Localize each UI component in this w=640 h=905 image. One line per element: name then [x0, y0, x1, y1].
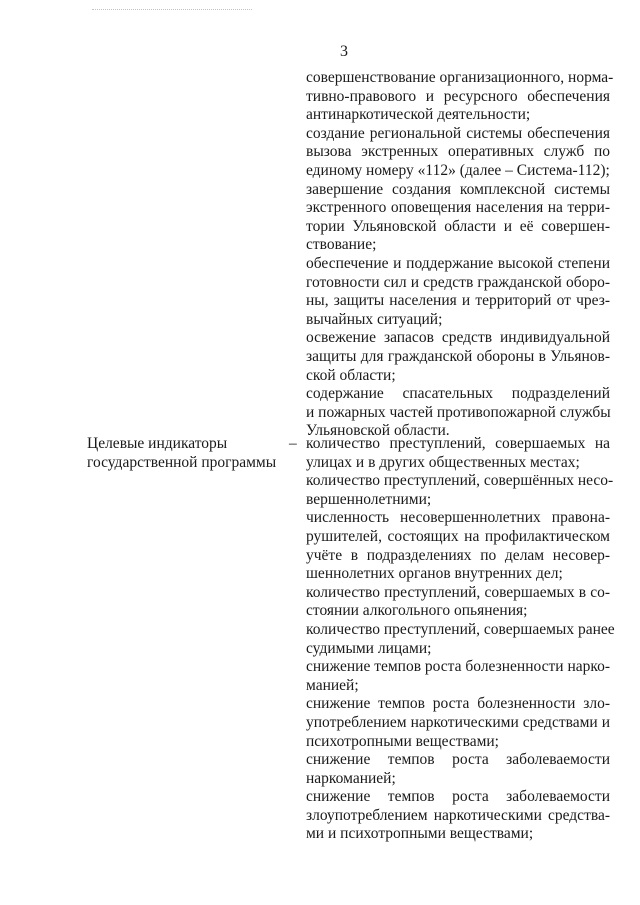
- text-line: ны, защиты населения и территорий от чрез-: [306, 292, 610, 310]
- text-line: снижение темпов роста болезненности нарко-: [306, 658, 611, 676]
- indicator-item: [306, 584, 610, 621]
- goal-item: [306, 385, 610, 441]
- indicator-item: [306, 620, 615, 658]
- indicator-item: [306, 509, 610, 583]
- indicator-item: [306, 788, 610, 844]
- text-line: количество преступлений, совершаемых ранее: [306, 620, 615, 638]
- goal-item: [306, 125, 610, 181]
- indicator-item: [306, 472, 614, 509]
- text-line: обеспечение и поддержание высокой степени: [306, 254, 610, 272]
- text-line: судимыми лицами;: [306, 639, 432, 657]
- text-line: шеннолетних органов внутренних дел;: [306, 565, 563, 583]
- text-line: тивно-правового и ресурсного обеспечения: [306, 87, 610, 105]
- text-line: антинаркотической деятельности;: [306, 106, 531, 124]
- text-line: улицах и в других общественных местах;: [306, 453, 580, 471]
- text-line: экстренного оповещения населения на терри-: [306, 199, 610, 217]
- label-dash: –: [289, 435, 297, 452]
- text-line: ской области;: [306, 366, 396, 384]
- goal-item: [306, 255, 610, 329]
- indicator-item: [306, 658, 610, 695]
- target-indicators-label: [87, 435, 287, 472]
- text-line: учёте в подразделениях по делам несовер-: [306, 546, 610, 564]
- target-indicators-list: [306, 435, 615, 844]
- text-line: количество преступлений, совершаемых в со-: [306, 583, 610, 601]
- text-line: тории Ульяновской области и её совершен-: [306, 217, 610, 235]
- text-line: снижение темпов роста заболеваемости: [306, 751, 610, 769]
- text-line: освежение запасов средств индивидуальной: [306, 329, 610, 347]
- text-line: злоупотреблением наркотическими средства-: [306, 806, 610, 824]
- goal-item: [306, 181, 610, 255]
- scan-artifact: [92, 9, 252, 14]
- text-line: снижение темпов роста болезненности зло-: [306, 695, 610, 713]
- text-line: рушителей, состоящих на профилактическом: [306, 527, 610, 545]
- text-line: и пожарных частей противопожарной службы: [306, 403, 611, 421]
- text-line: Ульяновской области.: [306, 422, 450, 440]
- text-line: вершеннолетними;: [306, 490, 432, 508]
- text-line: вычайных ситуаций;: [306, 310, 443, 328]
- label-line: государственной программы: [87, 453, 277, 471]
- goal-item: [306, 69, 614, 125]
- text-line: манией;: [306, 676, 359, 694]
- text-line: совершенствование организационного, норма-: [306, 69, 614, 86]
- text-line: наркоманией;: [306, 769, 396, 787]
- indicator-item: [306, 435, 610, 472]
- label-line: Целевые индикаторы: [87, 435, 228, 452]
- text-line: готовности сил и средств гражданской оборо-: [306, 273, 610, 291]
- goal-item: [306, 329, 610, 385]
- indicator-item: [306, 751, 610, 788]
- text-line: снижение темпов роста заболеваемости: [306, 788, 610, 806]
- text-line: численность несовершеннолетних правона-: [306, 509, 610, 527]
- text-line: употреблением наркотическими средствами и: [306, 713, 610, 731]
- text-line: завершение создания комплексной системы: [306, 180, 610, 198]
- text-line: количество преступлений, совершаемых на: [306, 435, 610, 452]
- text-line: ми и психотропными веществами;: [306, 825, 534, 843]
- text-line: психотропными веществами;: [306, 732, 499, 750]
- page-number: 3: [340, 43, 348, 60]
- goals-continuation-list: [306, 69, 614, 441]
- text-line: создание региональной системы обеспечения: [306, 124, 610, 142]
- text-line: вызова экстренных оперативных служб по: [306, 143, 610, 161]
- text-line: защиты для гражданской обороны в Ульянов-: [306, 347, 610, 365]
- text-line: ствование;: [306, 236, 377, 254]
- text-line: количество преступлений, совершённых несо-: [306, 472, 614, 490]
- text-line: стоянии алкогольного опьянения;: [306, 602, 528, 620]
- text-line: единому номеру «112» (далее – Система-112);: [306, 161, 610, 179]
- text-line: содержание спасательных подразделений: [306, 385, 610, 403]
- indicator-item: [306, 695, 610, 751]
